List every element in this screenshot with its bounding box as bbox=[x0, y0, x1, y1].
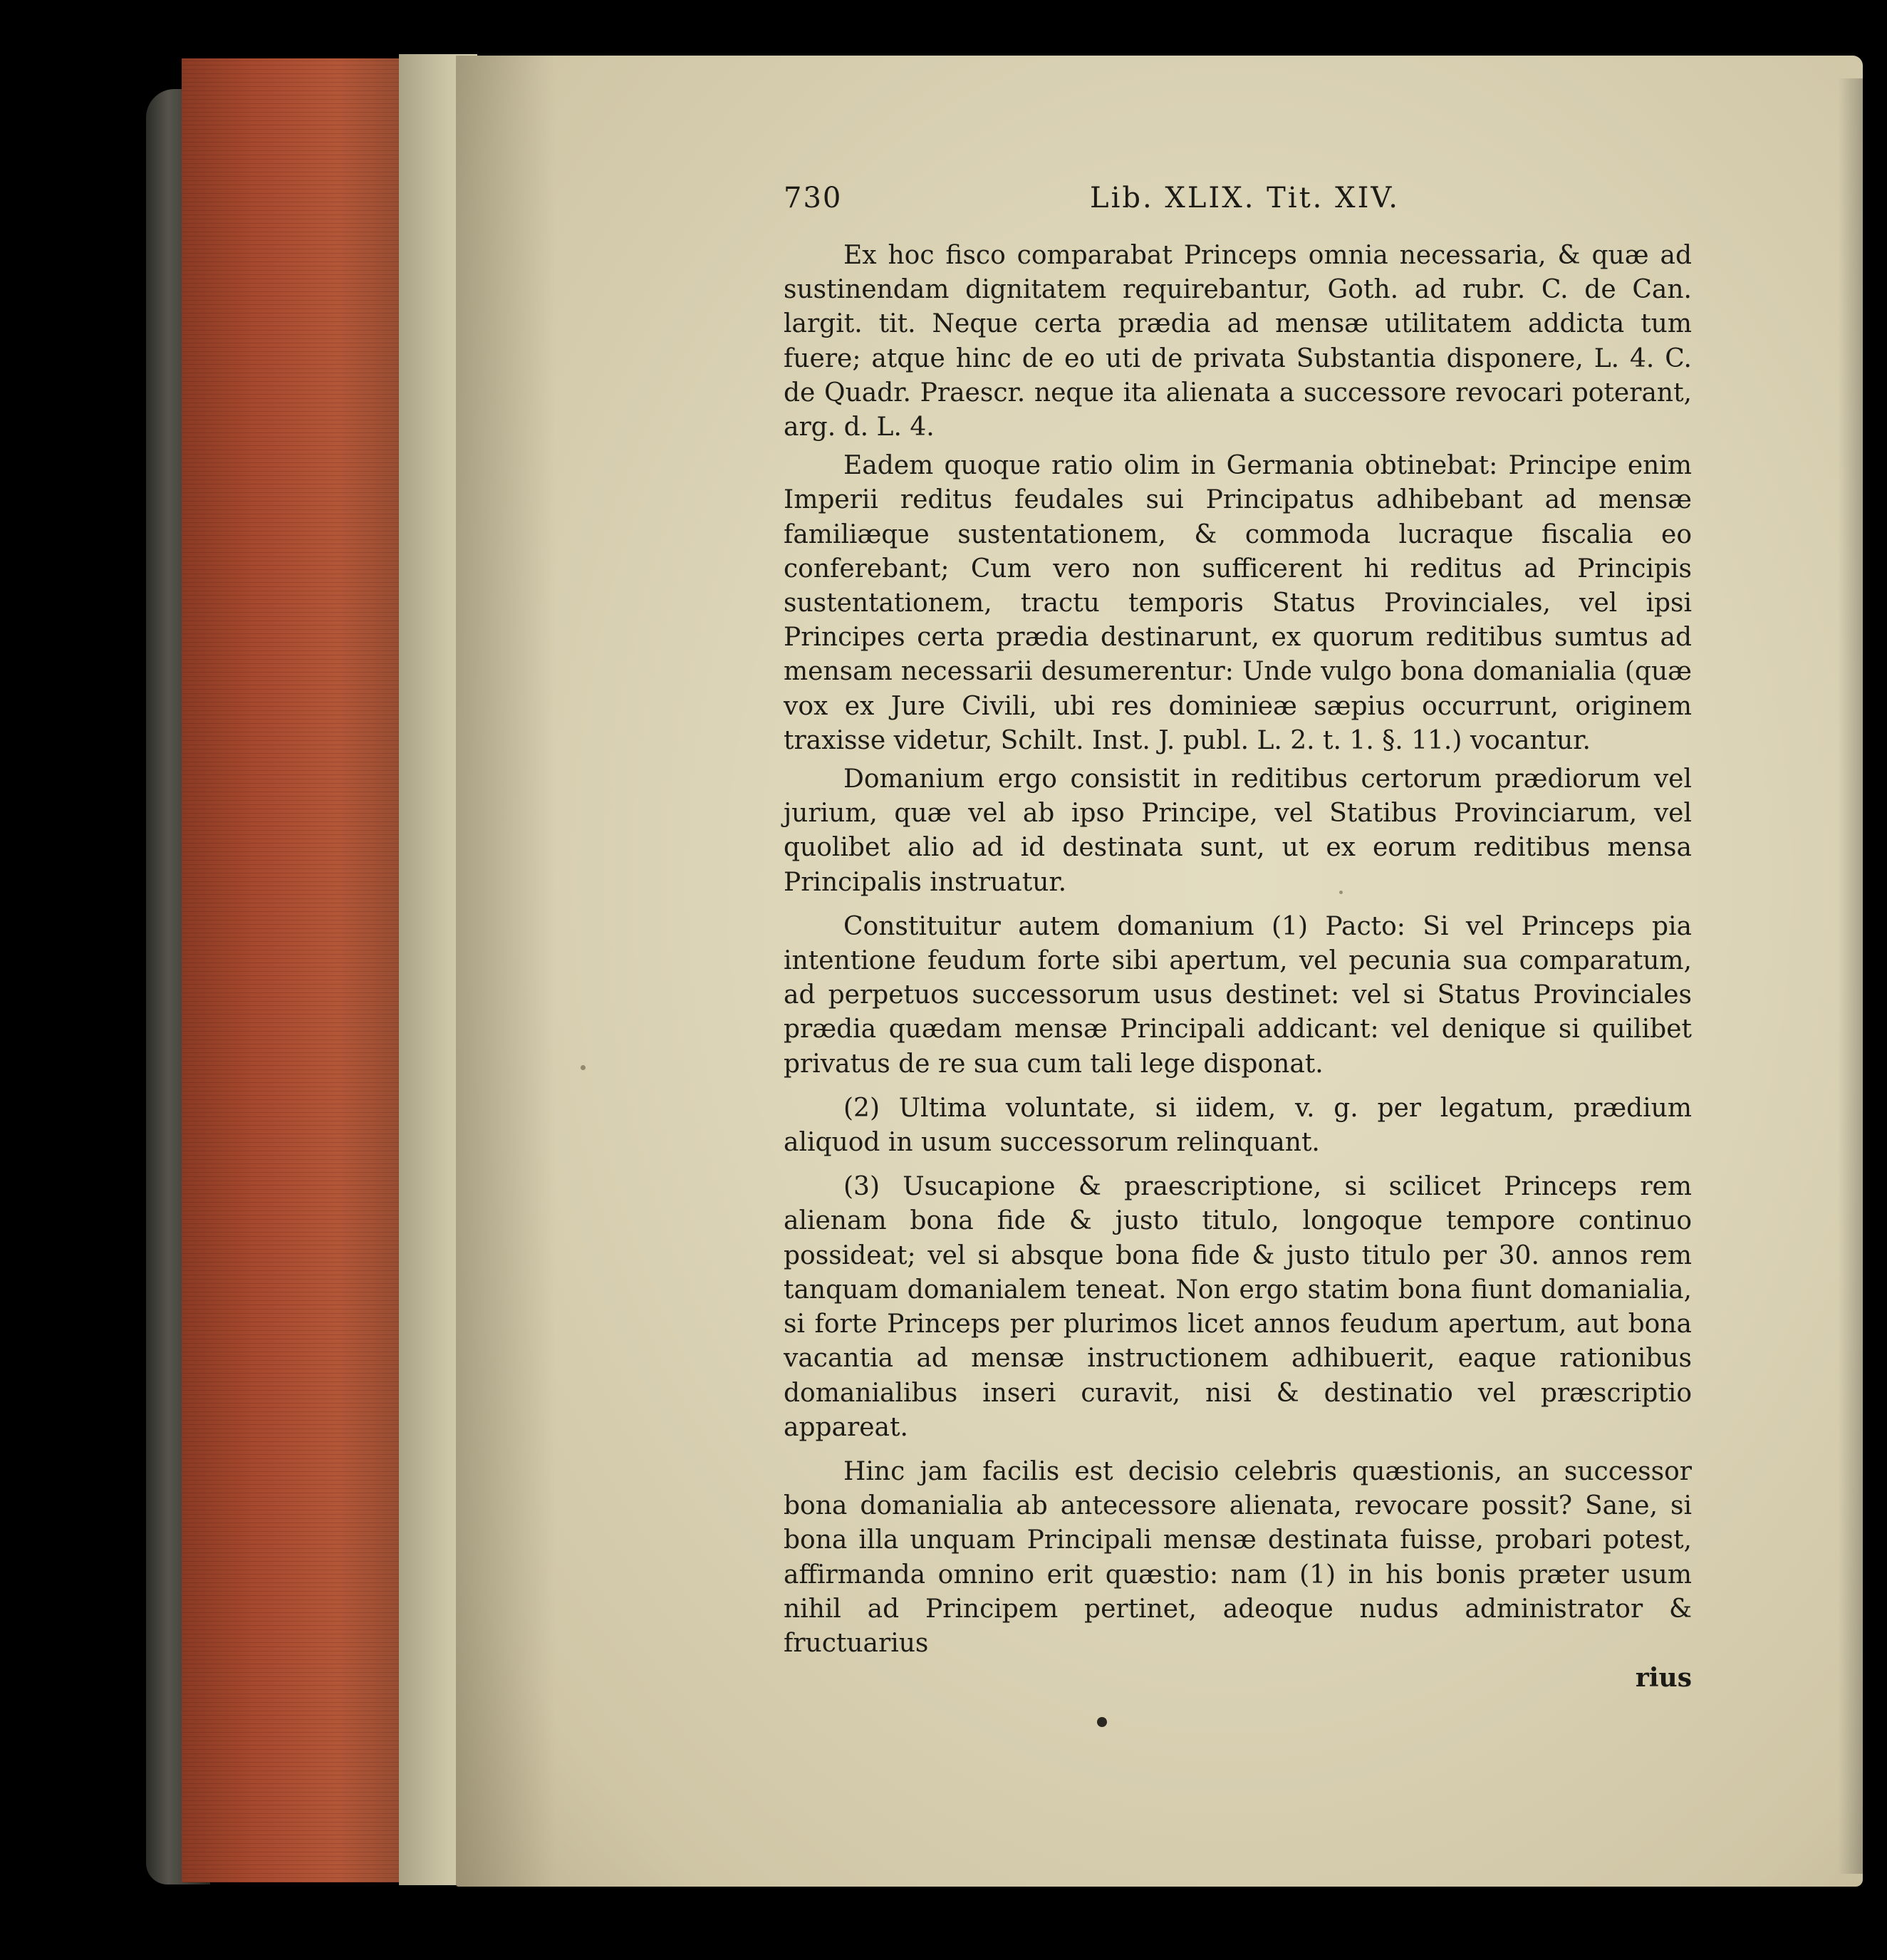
paragraph: (2) Ultima voluntate, si iidem, v. g. per legatum, prædium aliquod in usum successorum relinquant. bbox=[784, 1093, 1692, 1158]
paragraph: (3) Usucapione & praescriptione, si scilicet Princeps rem alienam bona fide & justo titulo, longoque tempore continuo possideat; vel si absque bona fide & justo titulo per 30. annos rem tanquam domanialem teneat. Non ergo statim bona fiunt domanialia, si forte Princeps per plurimos licet annos feudum apertum, aut bona vacantia ad mensæ instructionem adhibuerit, eaque rationibus domanialibus inseri curavit, nisi & destinatio vel præscriptio appareat. bbox=[784, 1172, 1692, 1442]
paragraph: Hinc jam facilis est decisio celebris quæstionis, an successor bona domanialia ab antecessore alienata, revocare possit? Sane, si bona illa unquam Principali mensæ destinata fuisse, probari potest, affirmanda omnino erit quæstio: nam (1) in his bonis præter usum nihil ad Principem pertinet, adeoque nudus administrator & fructuarius bbox=[784, 1456, 1692, 1658]
paragraph: Ex hoc fisco comparabat Princeps omnia necessaria, & quæ ad sustinendam dignitatem requirebantur, Goth. ad rubr. C. de Can. largit. tit. Neque certa prædia ad mensæ utilitatem addicta tum fuere; atque hinc de eo uti de privata Substantia disponere, L. 4. C. de Quadr. Praescr. neque ita alienata a successore revocari poterant, arg. d. L. 4. bbox=[784, 241, 1692, 442]
paragraph: Eadem quoque ratio olim in Germania obtinebat: Principe enim Imperii reditus feudales sui Principatus adhibebant ad mensæ familiæque sustentationem, & commoda lucraque fiscalia eo conferebant; Cum vero non sufficerent hi reditus ad Principis sustentationem, tractu temporis Status Provinciales, vel ipsi Principes certa prædia destinarunt, ex quorum reditibus sumtus ad mensam necessarii desumerentur: Unde vulgo bona domanialia (quæ vox ex Jure Civili, ubi res dominieæ sæpius occurrunt, originem traxisse videtur, Schilt. Inst. J. publ. L. 2. t. 1. §. 11.) vocantur. bbox=[784, 451, 1692, 755]
running-head-title: Lib. XLIX. Tit. XIV. bbox=[1090, 182, 1400, 214]
paragraph: Domanium ergo consistit in reditibus certorum prædiorum vel jurium, quæ vel ab ipso Principe, vel Statibus Provinciarum, vel quolibet alio ad id destinata sunt, ut ex eorum reditibus mensa Principalis instruatur. bbox=[784, 764, 1692, 897]
page-text bbox=[784, 182, 1692, 1695]
printer-ornament bbox=[1097, 1717, 1107, 1727]
running-head bbox=[784, 182, 1692, 224]
catchword: rius bbox=[1635, 1663, 1692, 1694]
paper-speck bbox=[581, 1065, 586, 1070]
page-gutter-shadow bbox=[456, 56, 556, 1887]
page-right-shadow bbox=[1838, 78, 1866, 1874]
paragraph: Constituitur autem domanium (1) Pacto: Si vel Princeps pia intentione feudum forte sibi apertum, vel pecunia sua comparatum, ad perpetuos successorum usus destinet: vel si Status Provinciales prædia quædam mensæ Principali addicant: vel denique si quilibet privatus de re sua cum tali lege disponat. bbox=[784, 911, 1692, 1079]
page-number: 730 bbox=[784, 182, 843, 214]
